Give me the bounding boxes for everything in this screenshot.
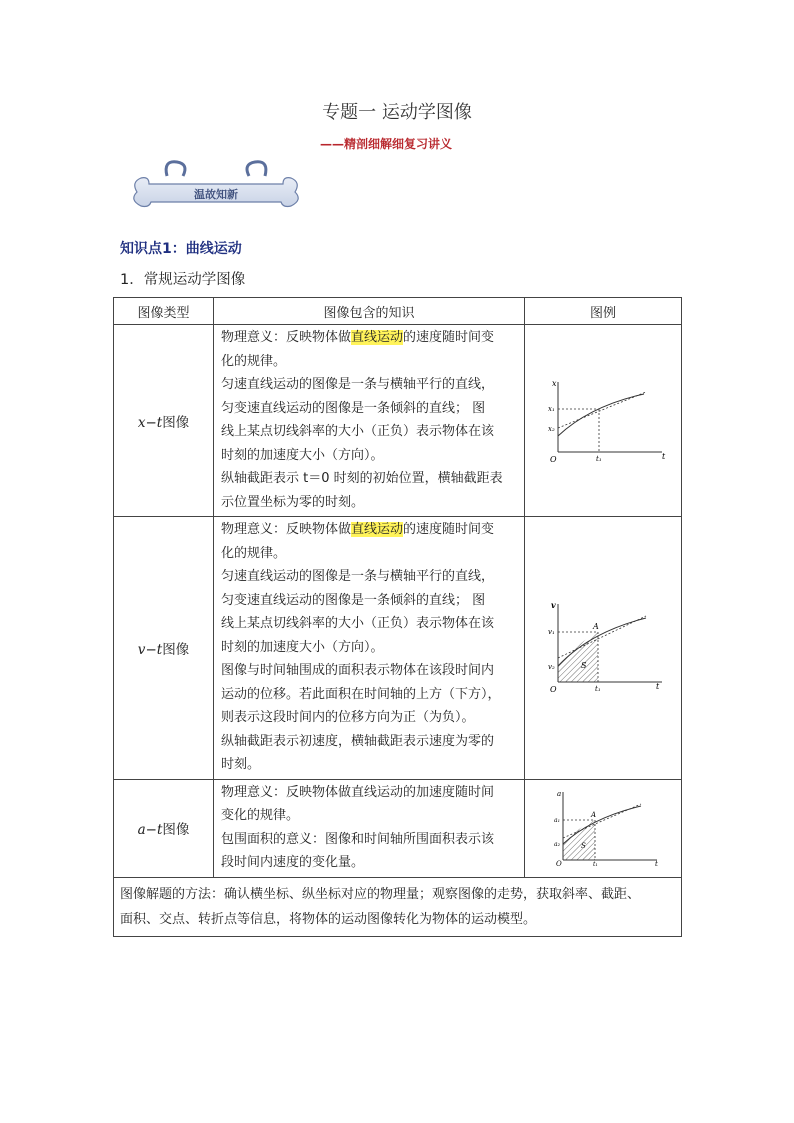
section-heading: 1．常规运动学图像 xyxy=(120,272,246,288)
type-var: a xyxy=(137,822,146,838)
highlight: 直线运动 xyxy=(351,522,404,537)
point-a-label: A xyxy=(591,811,597,819)
axis-y-label: v xyxy=(551,599,556,610)
knowledge-cell-vt xyxy=(214,517,525,780)
figure-cell-vt xyxy=(525,517,682,780)
tick-y2: v₂ xyxy=(548,662,555,671)
graph-types-table xyxy=(113,297,682,937)
text-line: 匀速直线运动的图像是一条与横轴平行的直线， xyxy=(221,377,495,392)
banner-decoration xyxy=(127,158,305,216)
page-subtitle: ——精剖细解细复习讲义 xyxy=(320,137,453,151)
area-s-label: S xyxy=(581,842,586,850)
footer-line: 图像解题的方法：确认横坐标、纵坐标对应的物理量；观察图像的走势，获取斜率、截距、 xyxy=(120,886,641,902)
text-line: 匀变速直线运动的图像是一条倾斜的直线； 图 xyxy=(221,592,486,608)
knowledge-point-heading: 知识点1：曲线运动 xyxy=(120,241,242,257)
type-cell-at xyxy=(114,779,214,877)
at-graph xyxy=(543,786,663,866)
footer-line: 面积、交点、转折点等信息，将物体的运动图像转化为物体的运动模型。 xyxy=(120,911,537,927)
text-line: 纵轴截距表示 t＝0 时刻的初始位置，横轴截距表 xyxy=(221,471,503,486)
type-t: t xyxy=(156,641,163,658)
axis-y-label: x xyxy=(552,378,557,388)
text-line: 匀速直线运动的图像是一条与横轴平行的直线， xyxy=(221,569,495,584)
text-line: 变化的规律。 xyxy=(221,808,300,823)
text-line: 纵轴截距表示初速度，横轴截距表示速度为零的 xyxy=(221,733,495,749)
type-cell-xt xyxy=(114,325,214,517)
knowledge-cell-xt xyxy=(214,325,525,517)
axis-x-label: t xyxy=(655,860,658,866)
text-line: 匀变速直线运动的图像是一条倾斜的直线； 图 xyxy=(221,400,486,416)
table-row-xt xyxy=(114,325,682,517)
text-line: 时刻。 xyxy=(221,757,261,772)
tick-y1: a₁ xyxy=(554,817,560,824)
banner-label: 温故知新 xyxy=(194,188,238,201)
knowledge-cell-at xyxy=(214,779,525,877)
text-line: 包围面积的意义：图像和时间轴所围面积表示该 xyxy=(221,831,495,847)
type-suffix: 图像 xyxy=(162,414,190,431)
figure-cell-xt xyxy=(525,325,682,517)
tick-y2: x₂ xyxy=(548,424,555,433)
text-line: 段时间内速度的变化量。 xyxy=(221,855,365,870)
text-line: 化的规律。 xyxy=(221,545,287,561)
page-title: 专题一 运动学图像 xyxy=(322,102,472,123)
type-t: t xyxy=(156,414,163,431)
text-line: 物理意义：反映物体做直线运动的速度随时间变 xyxy=(221,522,495,537)
type-var: x xyxy=(137,414,146,431)
header-knowledge: 图像包含的知识 xyxy=(214,298,525,325)
figure-cell-at xyxy=(525,779,682,877)
type-cell-vt xyxy=(114,517,214,780)
axis-y-label: a xyxy=(557,790,562,798)
tick-y1: x₁ xyxy=(548,404,555,413)
header-type: 图像类型 xyxy=(114,298,214,325)
text-line: 运动的位移。若此面积在时间轴的上方（下方）， xyxy=(221,686,501,702)
tick-t1: t₁ xyxy=(595,684,601,693)
text-line: 图像与时间轴围成的面积表示物体在该段时间内 xyxy=(221,663,495,678)
tick-y2: a₂ xyxy=(554,841,560,848)
table-footer-row xyxy=(114,877,682,936)
vt-graph xyxy=(538,596,668,696)
type-dash: − xyxy=(145,641,157,658)
highlight: 直线运动 xyxy=(351,330,404,345)
solving-method-cell xyxy=(114,877,682,936)
point-a-label: A xyxy=(593,621,599,631)
type-t: t xyxy=(156,822,163,838)
type-var: v xyxy=(137,641,146,658)
origin-label: O xyxy=(550,454,557,464)
text-line: 线上某点切线斜率的大小（正负）表示物体在该 xyxy=(221,424,495,439)
axis-x-label: t xyxy=(656,681,660,691)
axis-x-label: t xyxy=(662,451,666,461)
table-row-at xyxy=(114,779,682,877)
tick-t1: t₁ xyxy=(596,454,602,463)
table-header-row xyxy=(114,298,682,325)
type-dash: − xyxy=(145,822,157,838)
text-line: 示位置坐标为零的时刻。 xyxy=(221,494,365,510)
text-line: 物理意义：反映物体做直线运动的加速度随时间 xyxy=(221,784,495,800)
type-dash: − xyxy=(145,414,157,431)
xt-graph xyxy=(538,374,668,464)
type-suffix: 图像 xyxy=(162,641,190,658)
table-row-vt xyxy=(114,517,682,780)
area-s-label: S xyxy=(581,660,587,670)
text-line: 物理意义：反映物体做直线运动的速度随时间变 xyxy=(221,330,495,345)
tick-y1: v₁ xyxy=(548,627,555,636)
origin-label: O xyxy=(550,684,557,694)
text-line: 化的规律。 xyxy=(221,353,287,369)
header-example: 图例 xyxy=(525,298,682,325)
text-line: 则表示这段时间内的位移方向为正（为负）。 xyxy=(221,710,475,725)
tick-t1: t₁ xyxy=(593,861,598,866)
text-line: 时刻的加速度大小（方向）。 xyxy=(221,639,384,655)
text-line: 线上某点切线斜率的大小（正负）表示物体在该 xyxy=(221,616,495,631)
origin-label: O xyxy=(556,860,562,866)
type-suffix: 图像 xyxy=(162,822,190,838)
text-line: 时刻的加速度大小（方向）。 xyxy=(221,447,384,463)
